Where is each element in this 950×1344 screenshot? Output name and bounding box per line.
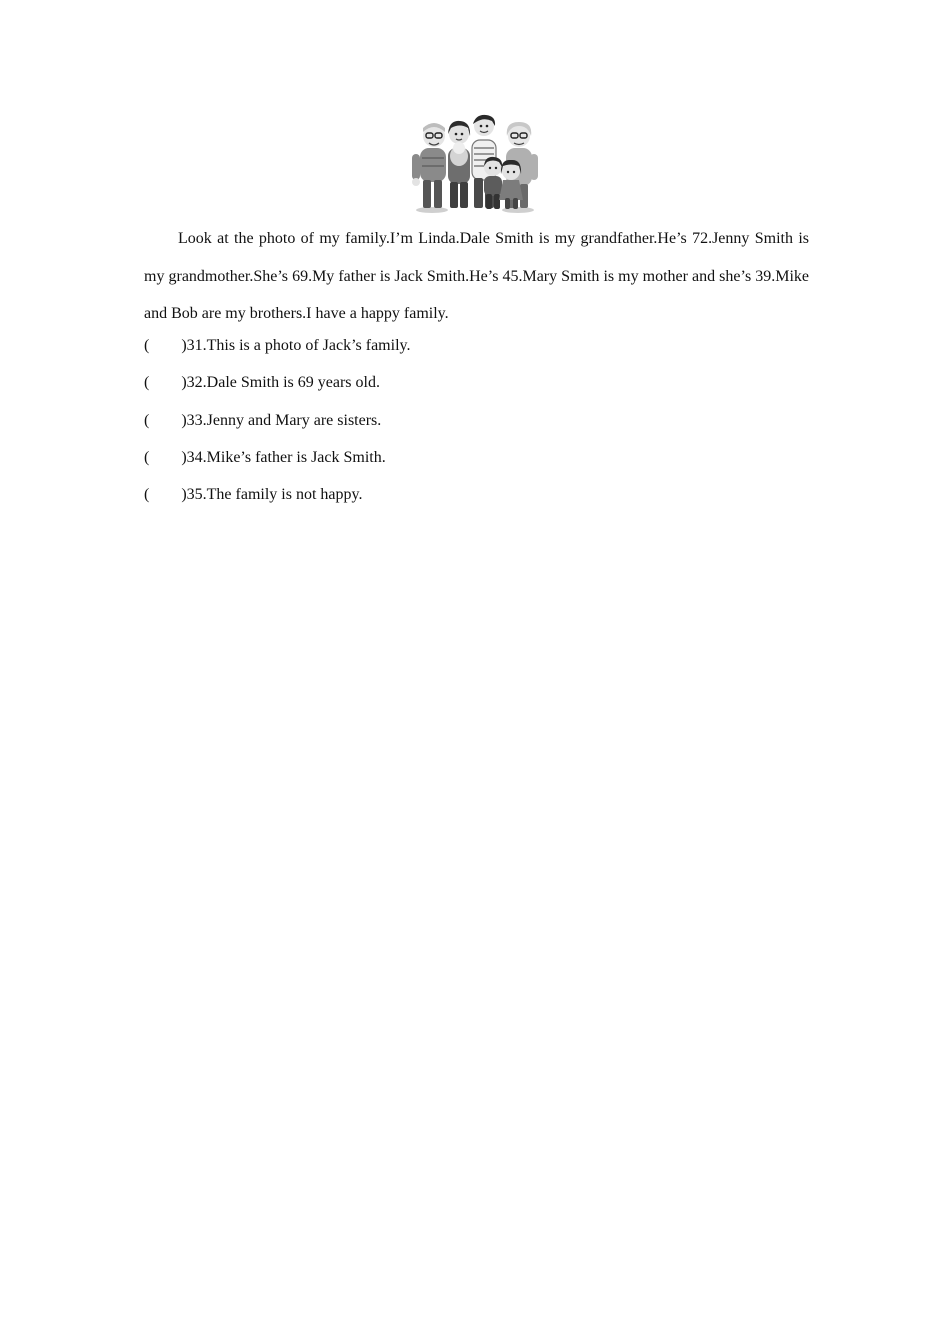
answer-paren-open: ( (144, 411, 150, 429)
mother-figure (448, 121, 470, 208)
question-text: 31.This is a photo of Jack’s family. (186, 337, 411, 354)
reading-passage: Look at the photo of my family.I’m Linda.Dale Smith is my grandfather.He’s 72.Jenny Smith is my grandmother.She’s 69.My father is Jack Smith.He’s 45.Mary Smith is my mother and she’s 39.Mike and Bob are my brothers.I have a happy family. (144, 230, 809, 322)
question-34 (144, 439, 809, 476)
answer-paren-open: ( (144, 448, 150, 466)
question-text: 32.Dale Smith is 69 years old. (186, 374, 380, 392)
answer-paren-open: ( (144, 374, 150, 392)
answer-paren-close: ) (181, 411, 187, 429)
question-35 (144, 476, 809, 513)
question-33 (144, 402, 809, 439)
question-text: 33.Jenny and Mary are sisters. (186, 411, 382, 429)
grandfather-figure (412, 123, 448, 213)
question-text: 35.The family is not happy. (186, 486, 363, 504)
answer-paren-open: ( (144, 337, 150, 354)
answer-paren-close: ) (181, 448, 187, 466)
family-illustration (404, 114, 546, 214)
answer-paren-close: ) (181, 337, 187, 354)
question-31 (144, 327, 809, 364)
answer-paren-close: ) (181, 374, 187, 392)
answer-paren-close: ) (181, 486, 187, 504)
answer-paren-open: ( (144, 486, 150, 504)
question-32 (144, 364, 809, 401)
question-text: 34.Mike’s father is Jack Smith. (186, 448, 386, 466)
true-false-questions (144, 327, 809, 513)
